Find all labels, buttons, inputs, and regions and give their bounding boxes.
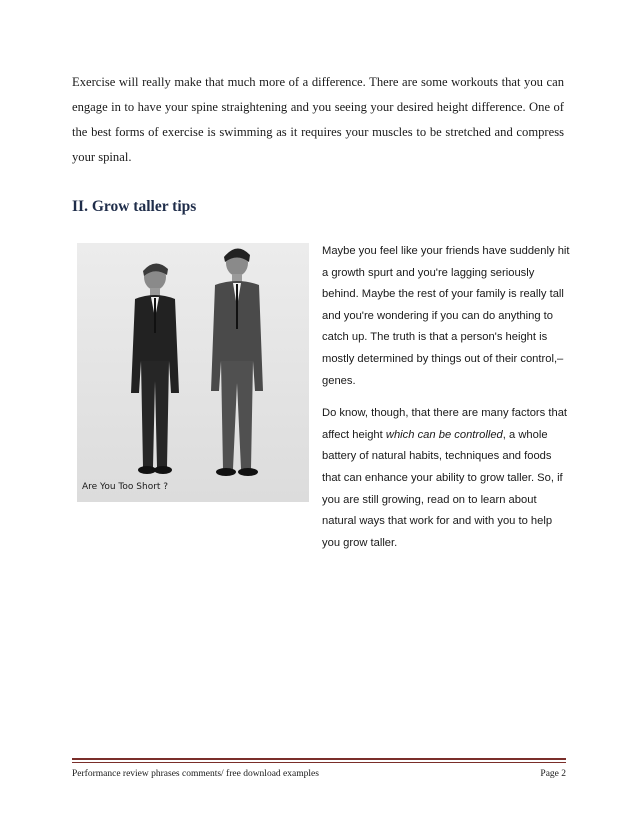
side-paragraph-2-end: , a whole battery of natural habits, techniques and foods that can enhance your ability to grow taller. So, if you are still growing, read on to learn about natural ways that work for and with you to help you grow taller. (322, 428, 563, 549)
section-heading: II. Grow taller tips (72, 198, 197, 215)
photo-illustration (77, 243, 309, 502)
photo-two-men (77, 243, 309, 502)
side-paragraph-2-italic: which can be controlled (385, 428, 503, 441)
side-paragraph-1: Maybe you feel like your friends have suddenly hit a growth spurt and you're lagging seriously behind. Maybe the rest of your family is really tall and you're wondering if you can do anything to catch up. The truth is that a person's height is mostly determined by things out of their control,– genes. (322, 245, 570, 387)
page-footer (72, 758, 566, 779)
side-paragraph-2-start: Do know, though, that there are many factors that affect height (322, 407, 568, 441)
photo-caption: Are You Too Short ? (82, 482, 169, 492)
footer-title: Performance review phrases comments/ free download examples (72, 769, 319, 779)
page-number: Page 2 (540, 769, 566, 779)
intro-paragraph: Exercise will really make that much more of a difference. There are some workouts that you can engage in to have your spine straightening and you seeing your desired height difference. One of the best forms of exercise is swimming as it requires your muscles to be stretched and compress your spinal. (72, 75, 564, 164)
side-text-block (322, 241, 572, 554)
side-paragraph-2 (322, 403, 572, 554)
